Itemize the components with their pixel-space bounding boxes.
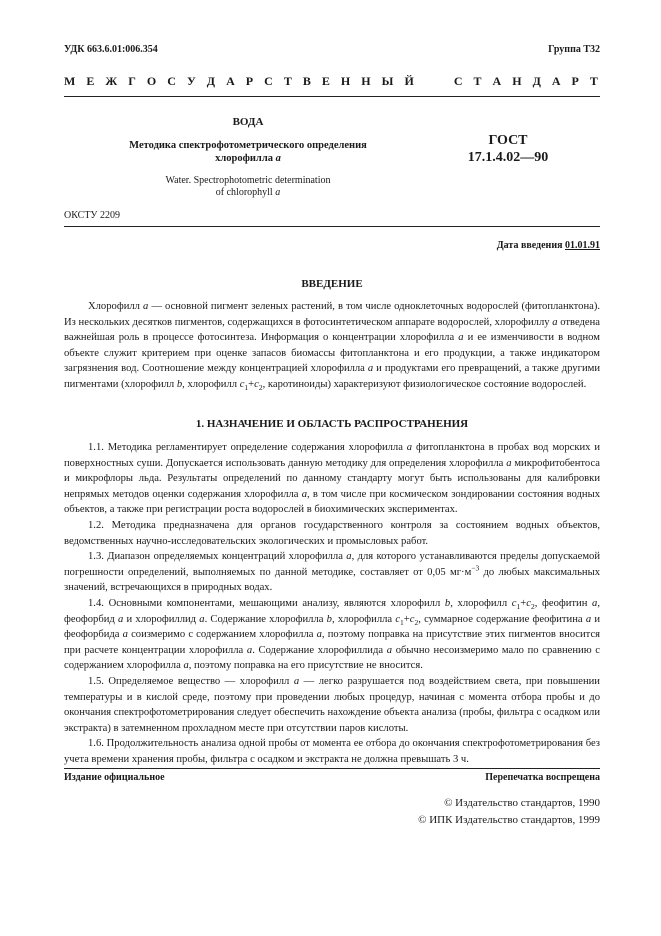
gost-designation: ГОСТ 17.1.4.02—90 xyxy=(467,133,549,165)
standard-banner: М Е Ж Г О С У Д А Р С Т В Е Н Н Ы Й С Т А Н Д А Р Т xyxy=(64,74,598,88)
intro-paragraph: Хлорофилл а — основной пигмент зеленых растений, в том числе одноклеточных водорослей (фитопланктона). Из нескольких десятков пигментов, содержащихся в фотосинтетическом аппарате водорослей, хлорофиллу а отведена важнейшая роль в процессе фотосинтеза. Информация о концентрации хлорофилла а и ее изменчивости в водном объекте служит критерием при оценке запасов биомассы фитопланктона и его продукции, а также индикатором загрязнения вод. Соотношение между концентрацией хлорофилла а и продуктами его превращений, а также другими пигментами (хлорофилл b, хлорофилл $c_1+c_2$, каротиноиды) характеризуют физиологическое состояние водорослей. xyxy=(64,301,600,393)
clause-1-5: 1.5. Определяемое вещество — хлорофилл а — легко разрушается под воздействием света, при повышении температуры и в кислой среде, поэтому при проведении любых процедур, начиная с момента отбора пробы и до окончания спектрофотометрирования следует обеспечить нахождение объекта анализа (пробы, фильтра с осадком или экстракта) в затемненном прохладном месте при отсутствии паров кислоты. xyxy=(64,675,600,734)
footer-rule xyxy=(64,768,600,769)
introduction-date: Дата введения 01.01.91 xyxy=(496,240,600,251)
standard-subject: ВОДА xyxy=(232,116,264,128)
reprint-notice: Перепечатка воспрещена xyxy=(485,772,600,783)
okstu-code: ОКСТУ 2209 xyxy=(64,210,121,221)
udk-code: УДК 663.6.01:006.354 xyxy=(64,44,158,55)
section-1-heading: 1. НАЗНАЧЕНИЕ И ОБЛАСТЬ РАСПРОСТРАНЕНИЯ xyxy=(195,418,469,430)
clause-1-1: 1.1. Методика регламентирует определение содержания хлорофилла а фитопланктона в пробах вод морских и поверхностных суши. Допускается использовать данную методику для определения хлорофилла а микрофитобентоса и микрофлоры льда. Результаты определений по данному стандарту могут быть использованы для калибровки непрямых методов оценки содержания хлорофилла а, в том числе при космическом зондировании состояния водных объектов, а также при регистрации роста водорослей в биохимических экспериментах. xyxy=(64,442,600,516)
banner-rule xyxy=(64,96,600,97)
standard-title-english: Water. Spectrophotometric determination of chlorophyll a xyxy=(165,175,331,198)
standard-title: Методика спектрофотометрического определения хлорофилла a xyxy=(129,140,367,164)
clause-1-6: 1.6. Продолжительность анализа одной пробы от момента ее отбора до окончания спектрофотометрирования без учета времени хранения пробы, фильтра с осадком и экстракта не должна превышать 3 ч. xyxy=(64,738,600,765)
group-code: Группа Т32 xyxy=(548,44,600,55)
clause-1-4: 1.4. Основными компонентами, мешающими анализу, являются хлорофилл b, хлорофилл $c_1+c_2$, феофитин а, феофорбид а и хлорофиллид а. Содержание хлорофилла b, хлорофилла $c_1+c_2$, суммарное содержание феофитина а и феофорбида а соизмеримо с содержанием хлорофилла а, поэтому поправка на присутствие этих пигментов вносится при расчете концентрации хлорофилла а. Содержание хлорофиллида а обычно несоизмеримо мало по сравнению с содержанием хлорофилла а, поэтому поправка на его присутствие не вносится. xyxy=(64,597,601,672)
intro-heading: ВВЕДЕНИЕ xyxy=(301,278,363,290)
section-1-body xyxy=(64,440,600,767)
title-rule xyxy=(64,226,600,227)
official-edition: Издание официальное xyxy=(64,772,165,783)
clause-1-2: 1.2. Методика предназначена для органов государственного контроля за состоянием водных объектов, ведомственных научно-исследовательских экологических и промысловых работ. xyxy=(64,519,600,547)
copyright-block: © Издательство стандартов, 1990 © ИПК Издательство стандартов, 1999 xyxy=(418,797,600,826)
clause-1-3: 1.3. Диапазон определяемых концентраций хлорофилла а, для которого устанавливаются пределы допускаемой погрешности определений, выполняемых по данной методике, составляет от 0,05 $мг\cdot м^{-3}$ до любых максимальных значений, встречающихся в природных водах. xyxy=(64,551,601,594)
